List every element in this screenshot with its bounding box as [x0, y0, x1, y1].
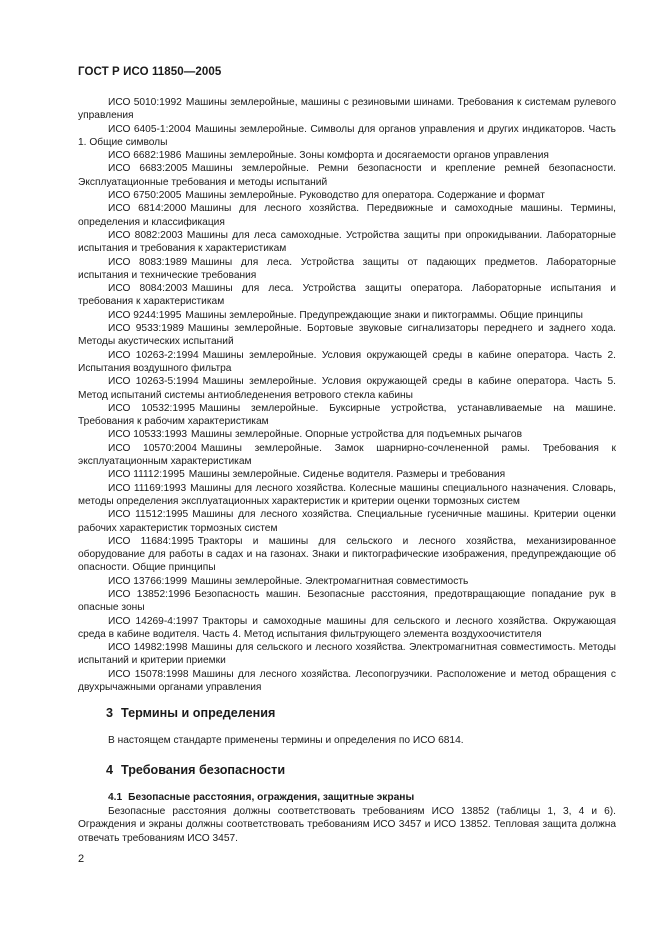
reference-item: [78, 482, 616, 509]
reference-item: [78, 123, 616, 150]
reference-title: Машины землеройные, машины с резиновыми шинами. Требования к системам рулевого управления: [78, 97, 617, 122]
reference-item: [78, 349, 616, 376]
reference-code: ИСО 10532:1995: [108, 402, 196, 414]
section-3-title: Термины и определения: [121, 706, 276, 720]
section-4-title: Требования безопасности: [121, 763, 286, 777]
reference-code: ИСО 14982:1998: [108, 642, 188, 654]
reference-title: Машины землеройные. Условия окружающей среды в кабине оператора. Часть 5. Метод испытаний системы антиобледенения ветрового стекла кабины: [78, 376, 616, 401]
reference-code: ИСО 9533:1989: [108, 323, 184, 335]
reference-code: ИСО 13852:1996: [108, 588, 191, 600]
reference-title: Машины землеройные. Опорные устройства для подъемных рычагов: [191, 429, 522, 441]
reference-item: [78, 162, 616, 189]
reference-code: ИСО 8083:1989: [108, 256, 188, 268]
section-3-number: 3: [106, 706, 114, 720]
reference-title: Машины для лесного хозяйства. Колесные машины специального назначения. Словарь, методы определения эксплуатационных характеристик и критерии оценки тормозных систем: [78, 482, 616, 507]
page-number: 2: [78, 853, 85, 865]
reference-title: Машины землеройные. Предупреждающие знаки и пиктограммы. Общие принципы: [185, 309, 583, 321]
subsection-4-1-number: 4.1: [108, 792, 123, 803]
reference-title: Машины землеройные. Электромагнитная совместимость: [191, 575, 469, 587]
reference-title: Тракторы и машины для сельского и лесного хозяйства, механизированное оборудование для работы в садах и на газонах. Знаки и пиктографические изображения, предупреждающие об опасности. Общие принципы: [78, 535, 616, 574]
reference-item: [78, 508, 616, 535]
reference-item: [78, 535, 616, 575]
reference-title: Машины землеройные. Зоны комфорта и досягаемости органов управления: [185, 150, 549, 162]
reference-title: Машины землеройные. Замок шарнирно-сочлененной рамы. Требования к эксплуатационным характеристикам: [78, 442, 616, 468]
reference-code: ИСО 15078:1998: [108, 668, 189, 680]
reference-title: Машины землеройные. Бортовые звуковые сигнализаторы переднего и заднего хода. Методы акустических испытаний: [78, 323, 616, 348]
reference-code: ИСО 5010:1992: [108, 97, 182, 108]
reference-item: [78, 668, 616, 695]
reference-item: [78, 615, 616, 642]
reference-item: [78, 442, 616, 469]
section-4-number: 4: [106, 763, 114, 777]
reference-item: [78, 641, 616, 668]
reference-code: ИСО 11169:1993: [108, 482, 187, 494]
reference-item: [78, 375, 616, 402]
reference-code: ИСО 6750:2005: [108, 190, 182, 202]
reference-item: [78, 402, 616, 429]
reference-item: [78, 202, 616, 229]
subsection-4-1-text: Безопасные расстояния должны соответствовать требованиям ИСО 13852 (таблицы 1, 3, 4 и 6). Ограждения и экраны должны соответствовать требованиям ИСО 3457 и ИСО 13852. Тепловая защита должна отвечать требованиям ИСО 3457.: [78, 806, 616, 844]
section-4-heading: [106, 763, 285, 777]
reference-title: Безопасность машин. Безопасные расстояния, предотвращающие попадание рук в опасные зоны: [78, 588, 616, 614]
reference-item: [78, 189, 616, 202]
reference-title: Машины землеройные. Ремни безопасности и крепление ремней безопасности. Эксплуатационные требования и методы испытаний: [78, 163, 616, 188]
reference-title: Машины землеройные. Сиденье водителя. Размеры и требования: [188, 469, 506, 481]
reference-code: ИСО 6405-1:2004: [108, 123, 192, 135]
section-3-heading: [106, 706, 275, 720]
normative-references-list: [78, 96, 616, 694]
subsection-4-1-heading: [108, 792, 414, 803]
reference-title: Машины для лесного хозяйства. Специальные гусеничные машины. Критерии оценки рабочих характеристик тормозных систем: [78, 509, 616, 534]
section-3-text: В настоящем стандарте применены термины и определения по ИСО 6814.: [108, 735, 464, 746]
reference-code: ИСО 10570:2004: [108, 442, 197, 454]
reference-title: Машины для лесного хозяйства. Передвижные и самоходные машины. Термины, определения и классификация: [78, 203, 616, 228]
reference-item: [78, 468, 616, 481]
page-header: ГОСТ Р ИСО 11850—2005: [78, 66, 222, 78]
reference-title: Машины для сельского и лесного хозяйства. Электромагнитная совместимость. Методы испытаний и критерии приемки: [78, 642, 616, 667]
reference-title: Машины для леса самоходные. Устройства защиты при опрокидывании. Лабораторные испытания и требования к характеристикам: [78, 229, 616, 255]
reference-title: Машины землеройные. Условия окружающей среды в кабине оператора. Часть 2. Испытания воздушного фильтра: [78, 349, 616, 374]
reference-code: ИСО 11512:1995: [108, 509, 189, 521]
reference-item: [78, 588, 616, 615]
reference-item: [78, 149, 616, 162]
reference-code: ИСО 9244:1995: [108, 309, 182, 321]
reference-item: [78, 229, 616, 256]
reference-code: ИСО 6814:2000: [108, 203, 187, 215]
reference-title: Машины для леса. Устройства защиты оператора. Лабораторные испытания и требования к характеристикам: [78, 283, 616, 308]
reference-code: ИСО 6682:1986: [108, 150, 182, 162]
reference-code: ИСО 13766:1999: [108, 575, 188, 587]
reference-item: [78, 322, 616, 349]
reference-code: ИСО 8082:2003: [108, 229, 183, 241]
reference-code: ИСО 10533:1993: [108, 429, 188, 441]
reference-code: ИСО 14269-4:1997: [108, 615, 199, 627]
reference-item: [78, 256, 616, 283]
reference-item: [78, 575, 616, 588]
subsection-4-1-title: Безопасные расстояния, ограждения, защитные экраны: [128, 792, 415, 803]
reference-code: ИСО 10263-5:1994: [108, 376, 199, 388]
reference-code: ИСО 10263-2:1994: [108, 349, 199, 361]
reference-item: [78, 309, 616, 322]
reference-code: ИСО 8084:2003: [108, 283, 188, 295]
reference-item: [78, 428, 616, 441]
reference-item: [78, 282, 616, 309]
reference-code: ИСО 11684:1995: [108, 535, 194, 547]
reference-title: Машины для лесного хозяйства. Лесопогрузчики. Расположение и метод обращения с двухрычажными органами управления: [78, 668, 616, 694]
reference-title: Машины землеройные. Руководство для оператора. Содержание и формат: [185, 190, 545, 202]
reference-title: Машины землеройные. Символы для органов управления и других индикаторов. Часть 1. Общие символы: [78, 123, 616, 148]
reference-code: ИСО 11112:1995: [108, 469, 185, 481]
reference-title: Тракторы и самоходные машины для сельского и лесного хозяйства. Окружающая среда в кабине водителя. Часть 4. Метод испытания фильтрующего элемента воздухоочистителя: [78, 615, 617, 640]
reference-item: [78, 96, 616, 123]
reference-title: Машины землеройные. Буксирные устройства, устанавливаемые на машине. Требования к рабочим характеристикам: [78, 402, 616, 428]
reference-title: Машины для леса. Устройства защиты от падающих предметов. Лабораторные испытания и технические требования: [78, 256, 616, 281]
reference-code: ИСО 6683:2005: [108, 163, 188, 175]
